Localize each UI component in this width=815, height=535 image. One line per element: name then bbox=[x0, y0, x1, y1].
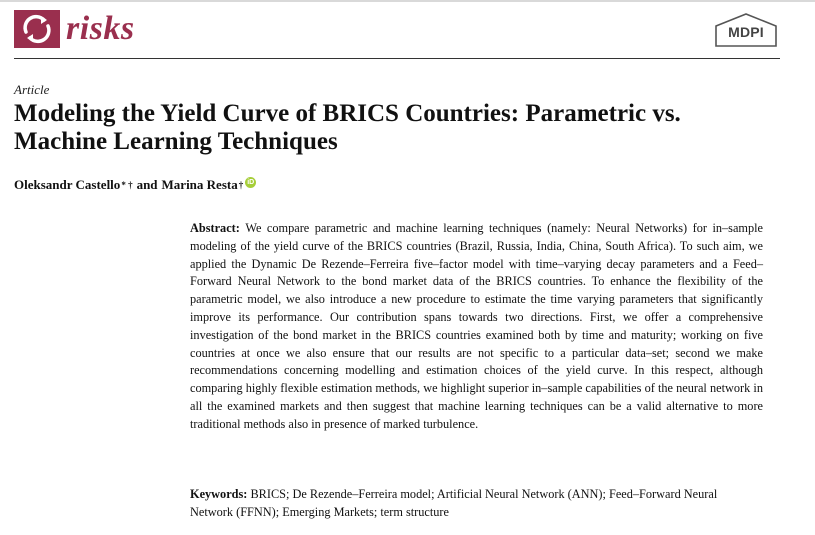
author-name: Oleksandr Castello bbox=[14, 177, 121, 192]
abstract-text: We compare parametric and machine learning techniques (namely: Neural Networks) for in–sample modeling of the yield curve of the BRICS countries (Brazil, Russia, India, China, South Africa). To such aim, we applied the Dynamic De Rezende–Ferreira five–factor model with time–varying decay parameters and a Feed–Forward Neural Network to the bond market data of the BRICS countries. To enhance the flexibility of the parametric model, we also introduce a new procedure to estimate the time varying parameters that significantly improve its performance. Our contribution spans towards two directions. First, we offer a comprehensive investigation of the bond market in the BRICS countries examined both by time and maturity; working on five countries at once we also ensure that our results are not specific to a particular data–set; second we make recommendations concerning modelling and estimation choices of the yield curve. In this respect, although comparing highly flexible estimation methods, we highlight superior in–sample capabilities of the neural network in all the examined markets and then suggest that machine learning techniques can be a valid alternative to more traditional methods also in presence of marked turbulence. bbox=[190, 221, 763, 431]
publisher-logo bbox=[713, 12, 779, 48]
abstract-label: Abstract: bbox=[190, 221, 246, 235]
orcid-icon[interactable]: iD bbox=[247, 178, 255, 186]
article-type: Article bbox=[14, 82, 50, 97]
journal-logo bbox=[14, 10, 135, 48]
publisher-name: MDPI bbox=[728, 24, 764, 40]
paper-title-line-2: Machine Learning Techniques bbox=[14, 128, 338, 155]
journal-name: risks bbox=[66, 10, 135, 47]
keywords-label: Keywords: bbox=[190, 487, 251, 501]
author-connector: and bbox=[136, 177, 158, 192]
abstract bbox=[190, 220, 763, 434]
journal-logo-icon bbox=[14, 10, 60, 48]
author-name: Marina Resta bbox=[161, 177, 238, 192]
keywords-text: BRICS; De Rezende–Ferreira model; Artificial Neural Network (ANN); Feed–Forward Neural Network (FFNN); Emerging Markets; term structure bbox=[190, 487, 718, 519]
keywords bbox=[190, 486, 763, 522]
paper-title bbox=[14, 100, 794, 156]
author-list: Oleksandr Castello * † and Marina Resta † iD bbox=[14, 177, 255, 192]
paper-title-line-1: Modeling the Yield Curve of BRICS Countries: Parametric vs. bbox=[14, 100, 681, 127]
header-divider bbox=[14, 58, 780, 59]
top-border bbox=[0, 0, 815, 2]
